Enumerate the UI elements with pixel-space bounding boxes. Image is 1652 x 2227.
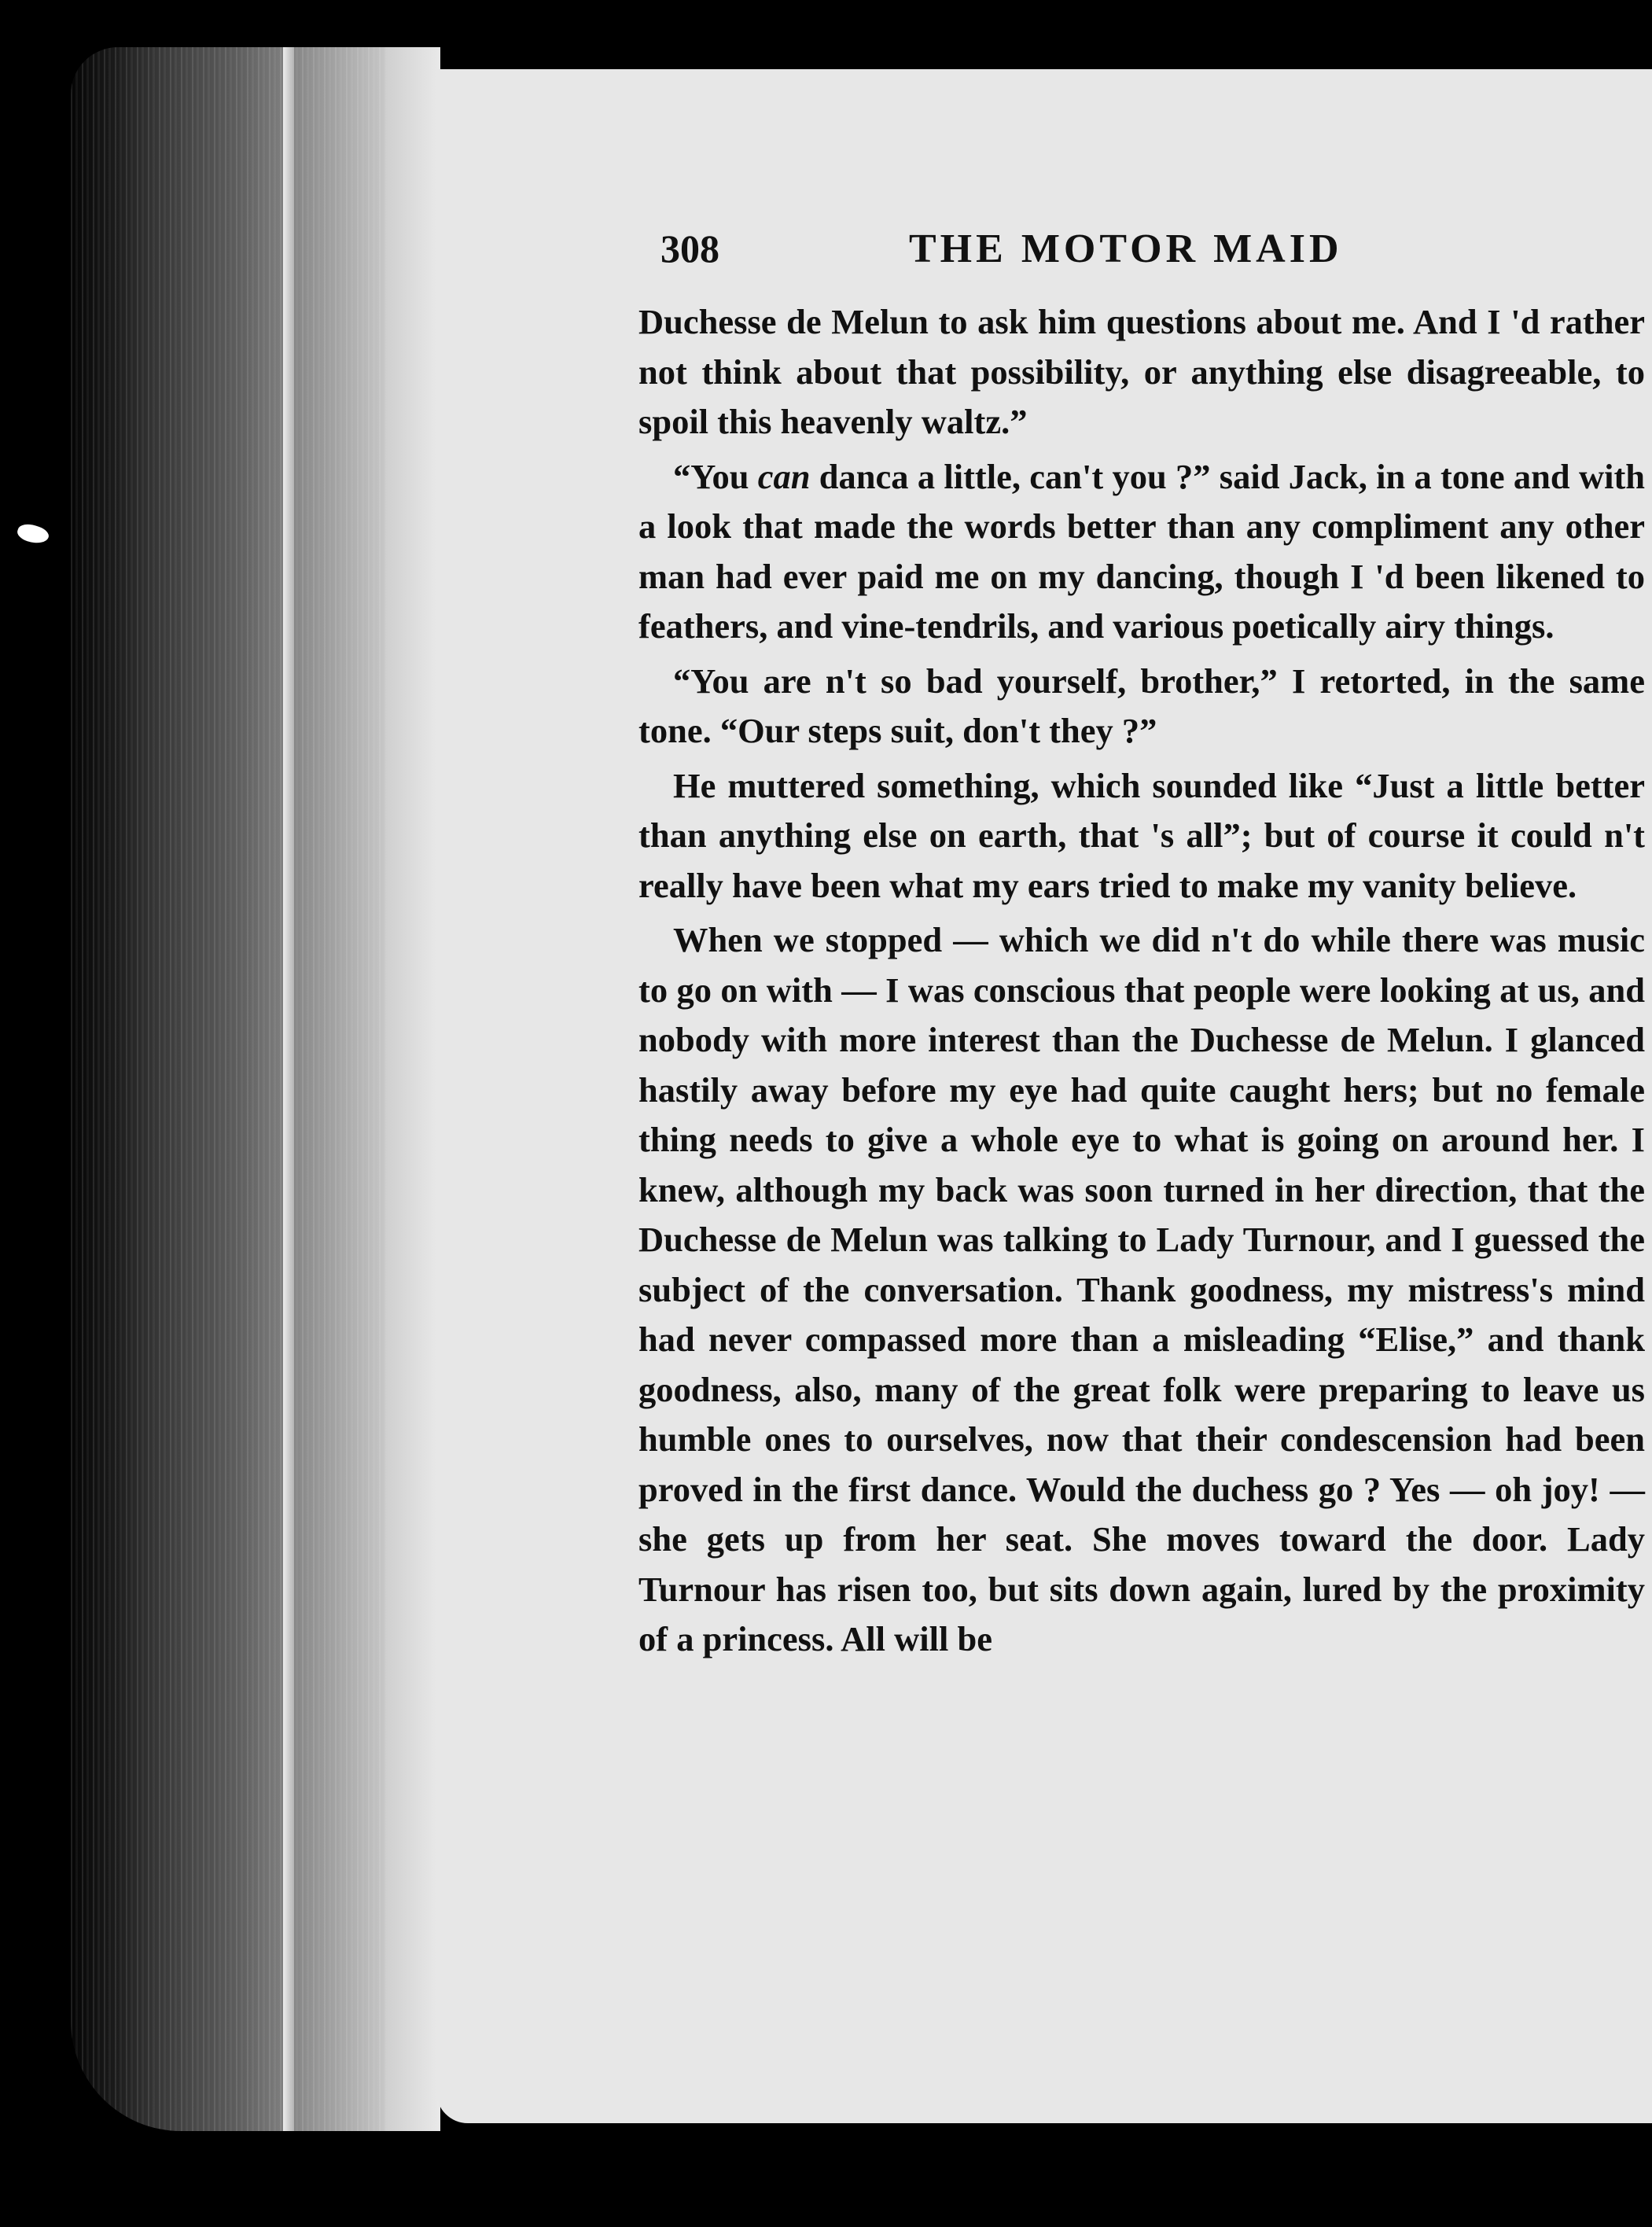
paragraph-text: danca a little, can't you ?” said Jack, in a tone and with a look that made the words better than any compliment any other man had ever paid me on my dancing, though I 'd been likened to feathers, and vine-tendrils, and various poetically airy things. xyxy=(638,456,1646,646)
paragraph-text: He muttered something, which sounded like “Just a little better than anything else on earth, that 's all”; but of course it could n't really have been what my ears tried to make my vanity believe. xyxy=(638,765,1645,905)
paragraph-text: Duchesse de Melun to ask him questions about me. And I 'd rather not think about that possibility, or anything else disagreeable, to spoil this heavenly waltz.” xyxy=(638,302,1645,441)
page-number: 308 xyxy=(660,226,719,271)
paragraph xyxy=(638,297,1645,447)
scan-speck xyxy=(16,521,51,547)
book-page-edge xyxy=(71,47,440,2131)
page-header xyxy=(660,226,1651,281)
paragraph-text: “You xyxy=(673,456,758,496)
paragraph xyxy=(638,452,1645,652)
paragraph xyxy=(638,657,1645,756)
paragraph-text: “You are n't so bad yourself, brother,” I retorted, in the same tone. “Our steps suit, don't they ?” xyxy=(638,661,1645,750)
running-head: THE MOTOR MAID xyxy=(909,226,1343,271)
paragraph-text: When we stopped — which we did n't do while there was music to go on with — I was conscious that people were looking at us, and nobody with more interest than the Duchesse de Melun. I glanced hastily away before my eye had quite caught hers; but no female thing needs to give a whole eye to what is going on around her. I knew, although my back was soon turned in her direction, that the Duchesse de Melun was talking to Lady Turnour, and I guessed the subject of the conversation. Thank goodness, my mistress's mind had never compassed more than a misleading “Elise,” and thank goodness, also, many of the great folk were preparing to leave us humble ones to ourselves, now that their condescension had been proved in the first dance. Would the duchess go ? Yes — oh joy! — she gets up from her seat. She moves toward the door. Lady Turnour has risen too, but sits down again, lured by the proximity of a princess. All will be xyxy=(638,920,1645,1658)
paragraph xyxy=(638,761,1645,911)
body-text xyxy=(638,297,1645,1665)
paragraph xyxy=(638,915,1645,1665)
emphasis-text: can xyxy=(757,456,811,496)
